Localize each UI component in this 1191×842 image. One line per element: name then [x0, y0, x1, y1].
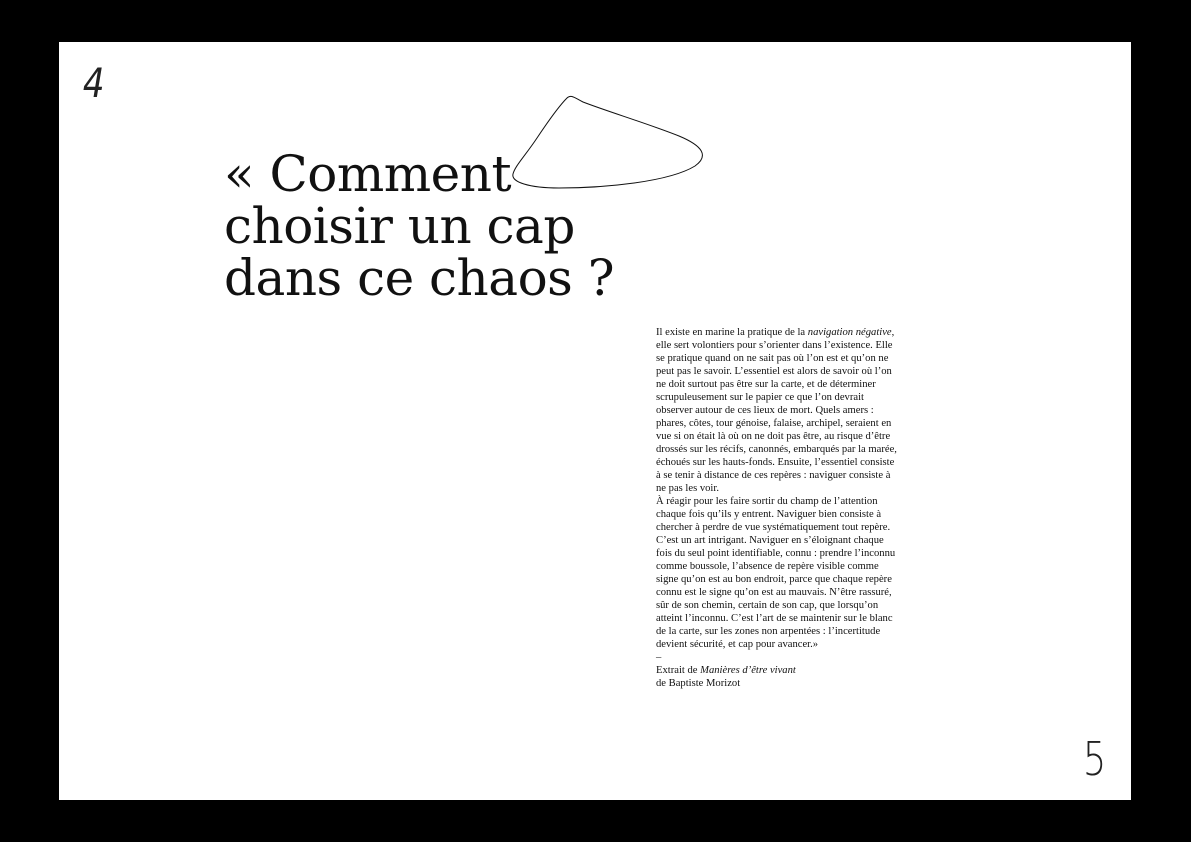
- quote-dash: –: [656, 652, 662, 663]
- right-page-number: 5: [1082, 732, 1107, 786]
- quote-body: [656, 326, 901, 690]
- quote-paragraph-2: À réagir pour les faire sortir du champ de l’attention chaque fois qu’ils y entrent. Naviguer bien consiste à chercher à perdre de vue systématiquement tout repère. C’est un art intrigant. Naviguer en s’éloignant chaque fois du seul point identifiable, connu : prendre l’inconnu comme boussole, l’absence de repère visible comme signe qu’on est au bon endroit, parce que chaque repère connu est le signe qu’on est au mauvais. N’être rassuré, sûr de son chemin, certain de son cap, que lorsqu’on atteint l’inconnu. C’est l’art de se maintenir sur le blanc de la carte, sur les zones non arpentées : l’incertitude devient sécurité, et cap pour avancer.»: [656, 496, 896, 650]
- headline-line-2: choisir un cap: [224, 197, 575, 255]
- quote-author: de Baptiste Morizot: [656, 678, 741, 689]
- book-title: Manières d’être vivant: [700, 665, 796, 676]
- quote-source: Extrait de Manières d’être vivant: [656, 665, 796, 676]
- navigation-negative-term: navigation négative: [807, 327, 892, 338]
- headline: [224, 145, 644, 307]
- quote-paragraph-1: Il existe en marine la pratique de la navigation négative, elle sert volontiers pour s’orienter dans l’existence. Elle se pratique quand on ne sait pas où l’on est et qu’on ne peut pas le savoir. L’essentiel est alors de savoir où l’on ne doit surtout pas être sur la carte, et de déterminer scrupuleusement sur le papier ce que l’on devrait observer autour de ces lieux de mort. Quels amers : phares, côtes, tour génoise, falaise, archipel, seraient en vue si on était là où on ne doit pas être, au risque d’être drossés sur les récifs, canonnés, embarqués par la marée, échoués sur les hauts-fonds. Ensuite, l’essentiel consiste à se tenir à distance de ces repères : naviguer consiste à ne pas les voir.: [656, 327, 897, 494]
- headline-line-3: dans ce chaos ?: [224, 249, 615, 307]
- headline-line-1: « Comment: [224, 145, 512, 203]
- left-page-number: 4: [82, 61, 105, 107]
- book-spread: [59, 42, 1131, 800]
